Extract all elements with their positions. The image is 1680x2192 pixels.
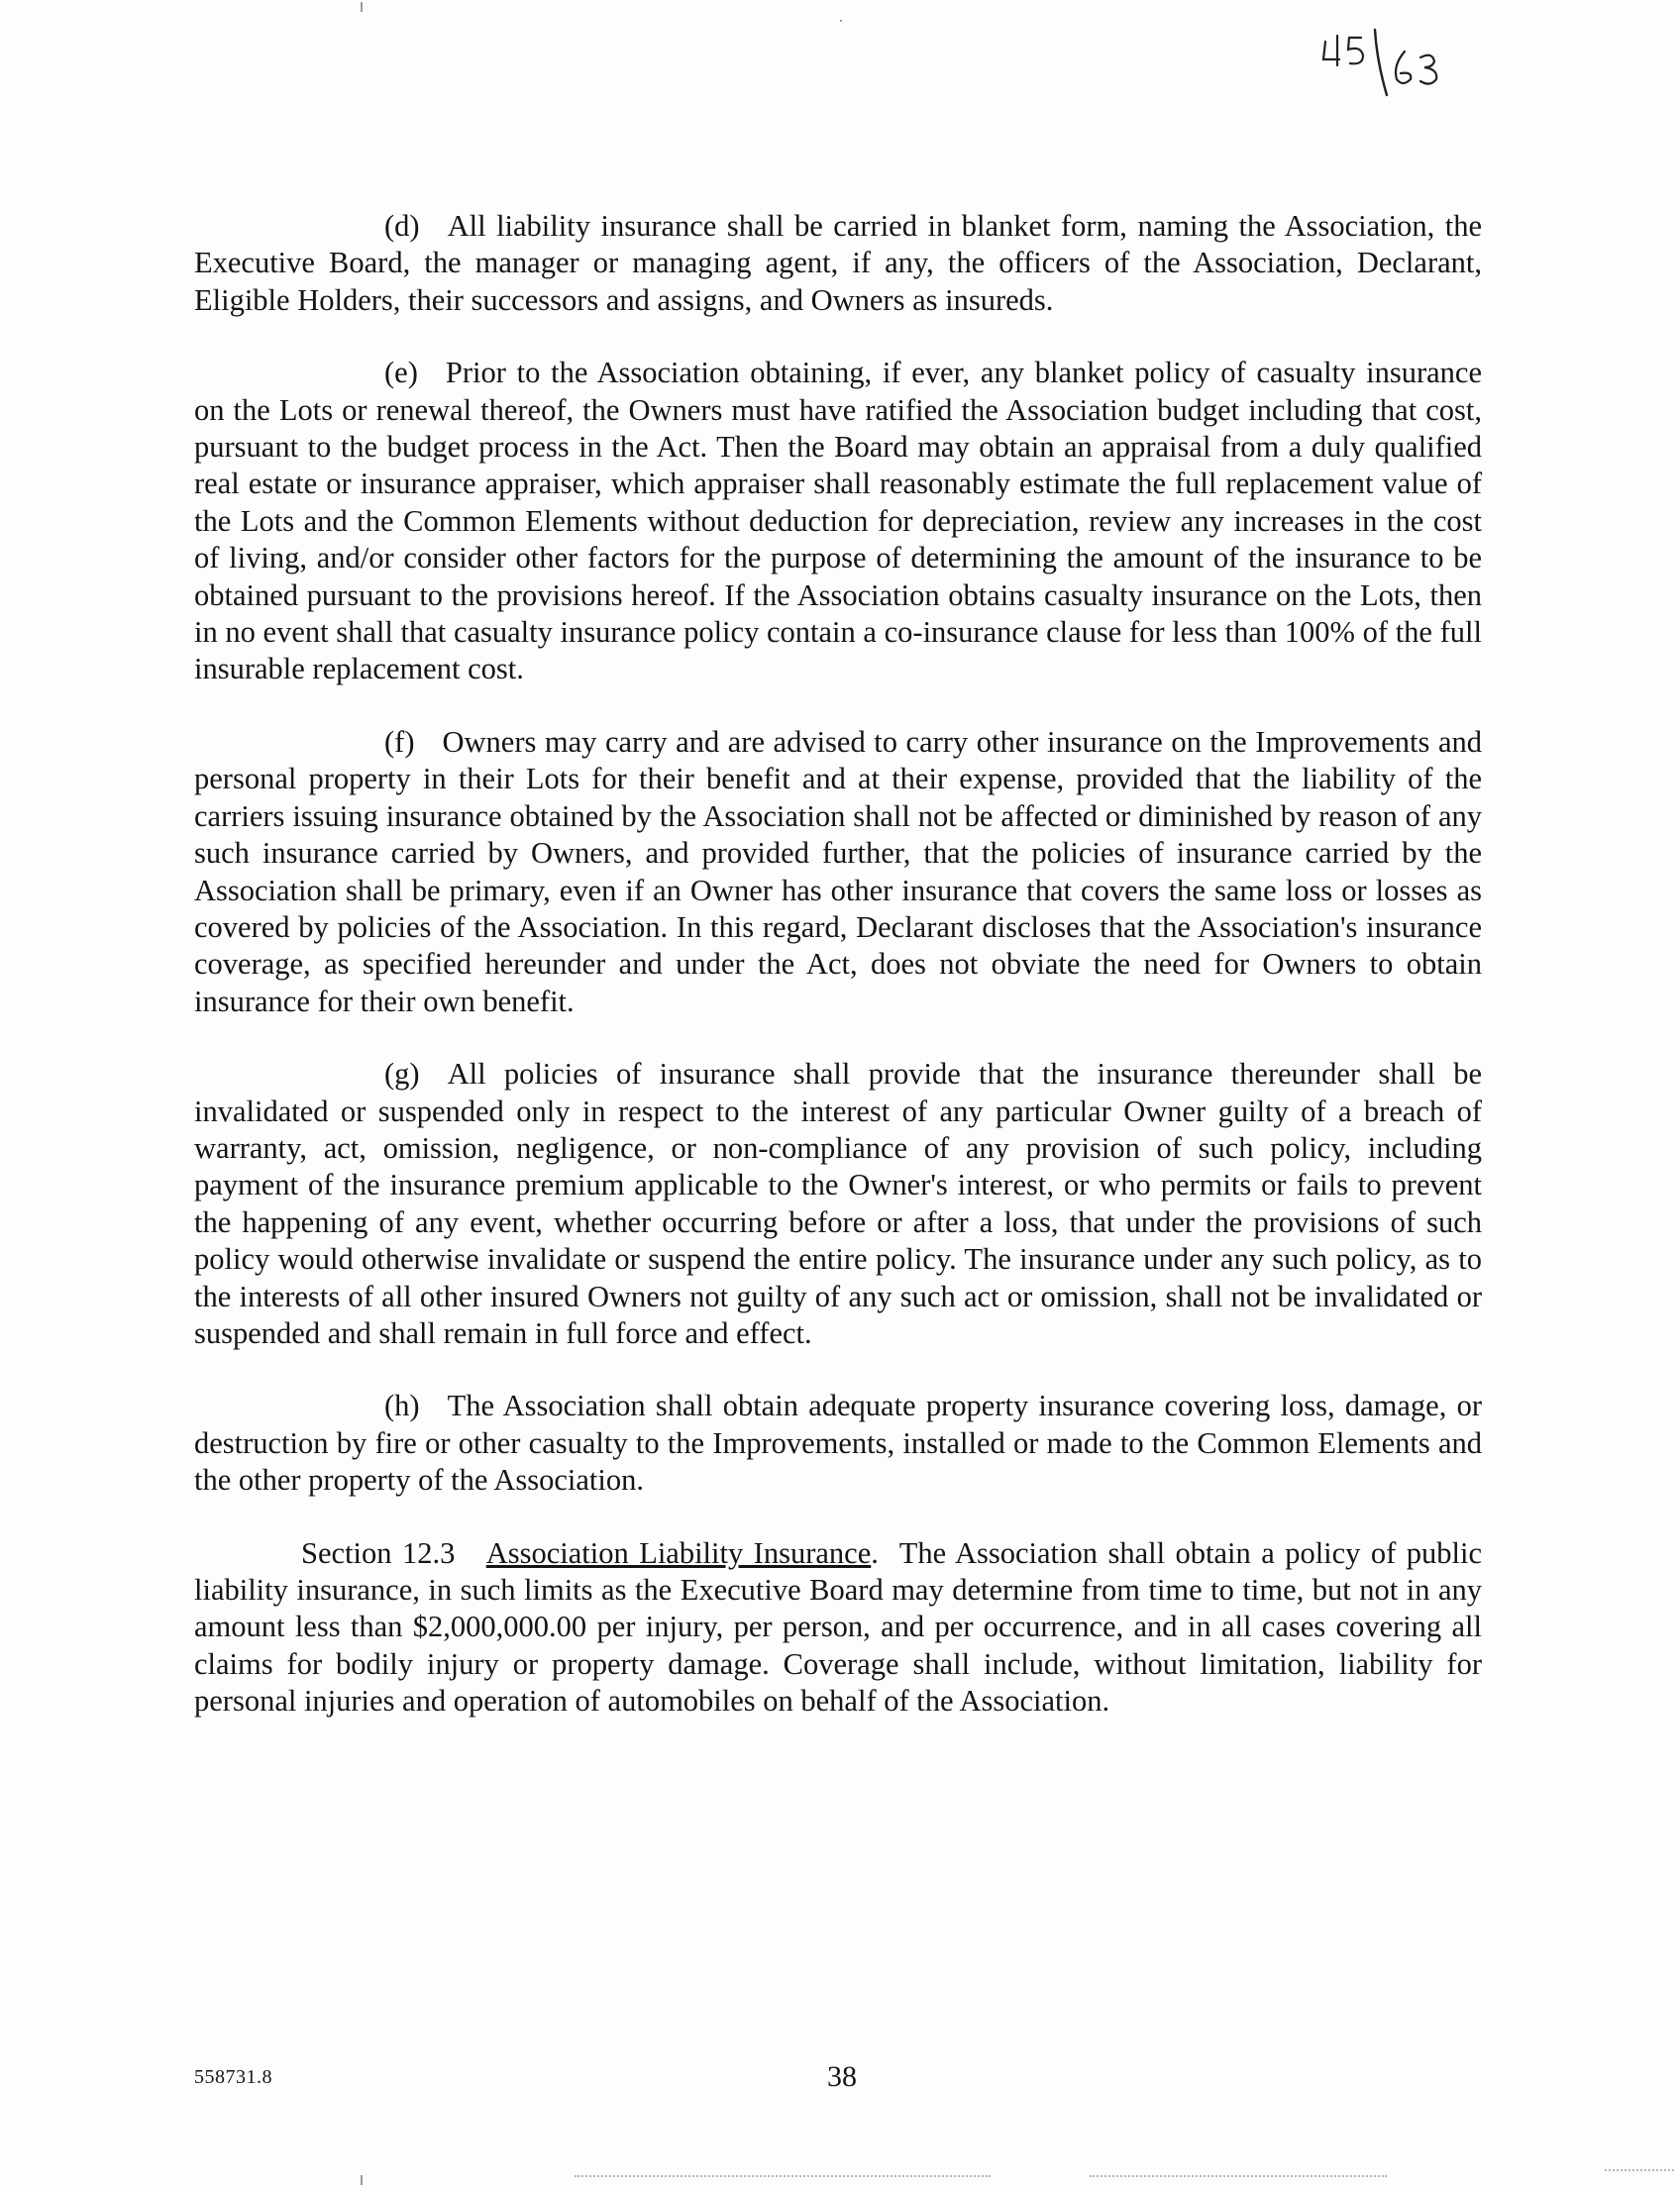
paragraph-text: All policies of insurance shall provide that the insurance thereunder shall be invalidated or suspended only in respect to the interest of any particular Owner guilty of a breach of warranty, act, omission, negligence, or non-compliance of any provision of such policy, including payment of the insurance premium applicable to the Owner's interest, or who permits or fails to prevent the happening of any event, whether occurring before or after a loss, that under the provisions of such policy would otherwise invalidate or suspend the entire policy. The insurance under any such policy, as to the interests of all other insured Owners not guilty of any such act or omission, shall not be invalidated or suspended and shall remain in full force and effect.: [194, 1057, 1482, 1350]
paragraph-label: (e): [384, 356, 418, 390]
paragraph-text: Prior to the Association obtaining, if ever, any blanket policy of casualty insurance on the Lots or renewal thereof, the Owners must have ratified the Association budget including that cost, pursuant to the budget process in the Act. Then the Board may obtain an appraisal from a duly qualified real estate or insurance appraiser, which appraiser shall reasonably estimate the full replacement value of the Lots and the Common Elements without deduction for depreciation, review any increases in the cost of living, and/or consider other factors for the purpose of determining the amount of the insurance to be obtained pursuant to the provisions hereof. If the Association obtains casualty insurance on the Lots, then in no event shall that casualty insurance policy contain a co-insurance clause for less than 100% of the full insurable replacement cost.: [194, 356, 1482, 686]
handwritten-page-count: [1317, 22, 1476, 101]
paragraph-h: [194, 1388, 1482, 1499]
paragraph-e: [194, 355, 1482, 688]
paragraph-label: (d): [384, 209, 420, 243]
scan-artifact-line: [575, 2175, 991, 2179]
paragraph-label: (f): [384, 724, 415, 759]
section-title: Association Liability Insurance: [485, 1535, 872, 1570]
paragraph-text: The Association shall obtain adequate property insurance covering loss, damage, or destruction by fire or other casualty to the Improvements, installed or made to the Common Elements and the other property of the Association.: [194, 1389, 1482, 1498]
section-text: The Association shall obtain a policy of public liability insurance, in such limits as the Executive Board may determine from time to time, but not in any amount less than $2,000,000.00 per injury, per person, and per occurrence, and in all cases covering all claims for bodily injury or property damage. Coverage shall include, without limitation, liability for personal injuries and operation of automobiles on behalf of the Association.: [194, 1535, 1482, 1719]
paragraph-label: (h): [384, 1389, 420, 1423]
paragraph-f: [194, 724, 1482, 1020]
scan-speck: [361, 2, 363, 12]
scan-artifact-line: [1090, 2175, 1387, 2179]
scan-speck: [840, 20, 842, 22]
paragraph-label: (g): [384, 1057, 420, 1092]
document-body: [194, 208, 1482, 1721]
paragraph-g: [194, 1056, 1482, 1352]
section-number: Section 12.3: [301, 1535, 456, 1570]
paragraph-text: Owners may carry and are advised to carry other insurance on the Improvements and personal property in their Lots for their benefit and at their expense, provided that the liability of the carriers issuing insurance obtained by the Association shall not be affected or diminished by reason of any such insurance carried by Owners, and provided further, that the policies of insurance carried by the Association shall be primary, even if an Owner has other insurance that covers the same loss or losses as covered by policies of the Association. In this regard, Declarant discloses that the Association's insurance coverage, as specified hereunder and under the Act, does not obviate the need for Owners to obtain insurance for their own benefit.: [194, 724, 1482, 1018]
footer-document-number: 558731.8: [194, 2066, 272, 2088]
handwritten-annotation-drawing: [1317, 22, 1476, 101]
scan-speck: [361, 2175, 363, 2185]
section-12-3: Section 12.3 Association Liability Insurance. The Association shall obtain a policy of public liability insurance, in such limits as the Executive Board may determine from time to time, but not in any amount less than $2,000,000.00 per injury, per person, and per occurrence, and in all cases covering all claims for bodily injury or property damage. Coverage shall include, without limitation, liability for personal injuries and operation of automobiles on behalf of the Association.: [194, 1535, 1482, 1719]
footer-page-number: 38: [827, 2060, 857, 2093]
paragraph-text: All liability insurance shall be carried in blanket form, naming the Association, the Executive Board, the manager or managing agent, if any, the officers of the Association, Declarant, Eligible Holders, their successors and assigns, and Owners as insureds.: [194, 209, 1482, 317]
paragraph-d: [194, 208, 1482, 319]
scan-artifact-line: [1605, 2169, 1674, 2173]
